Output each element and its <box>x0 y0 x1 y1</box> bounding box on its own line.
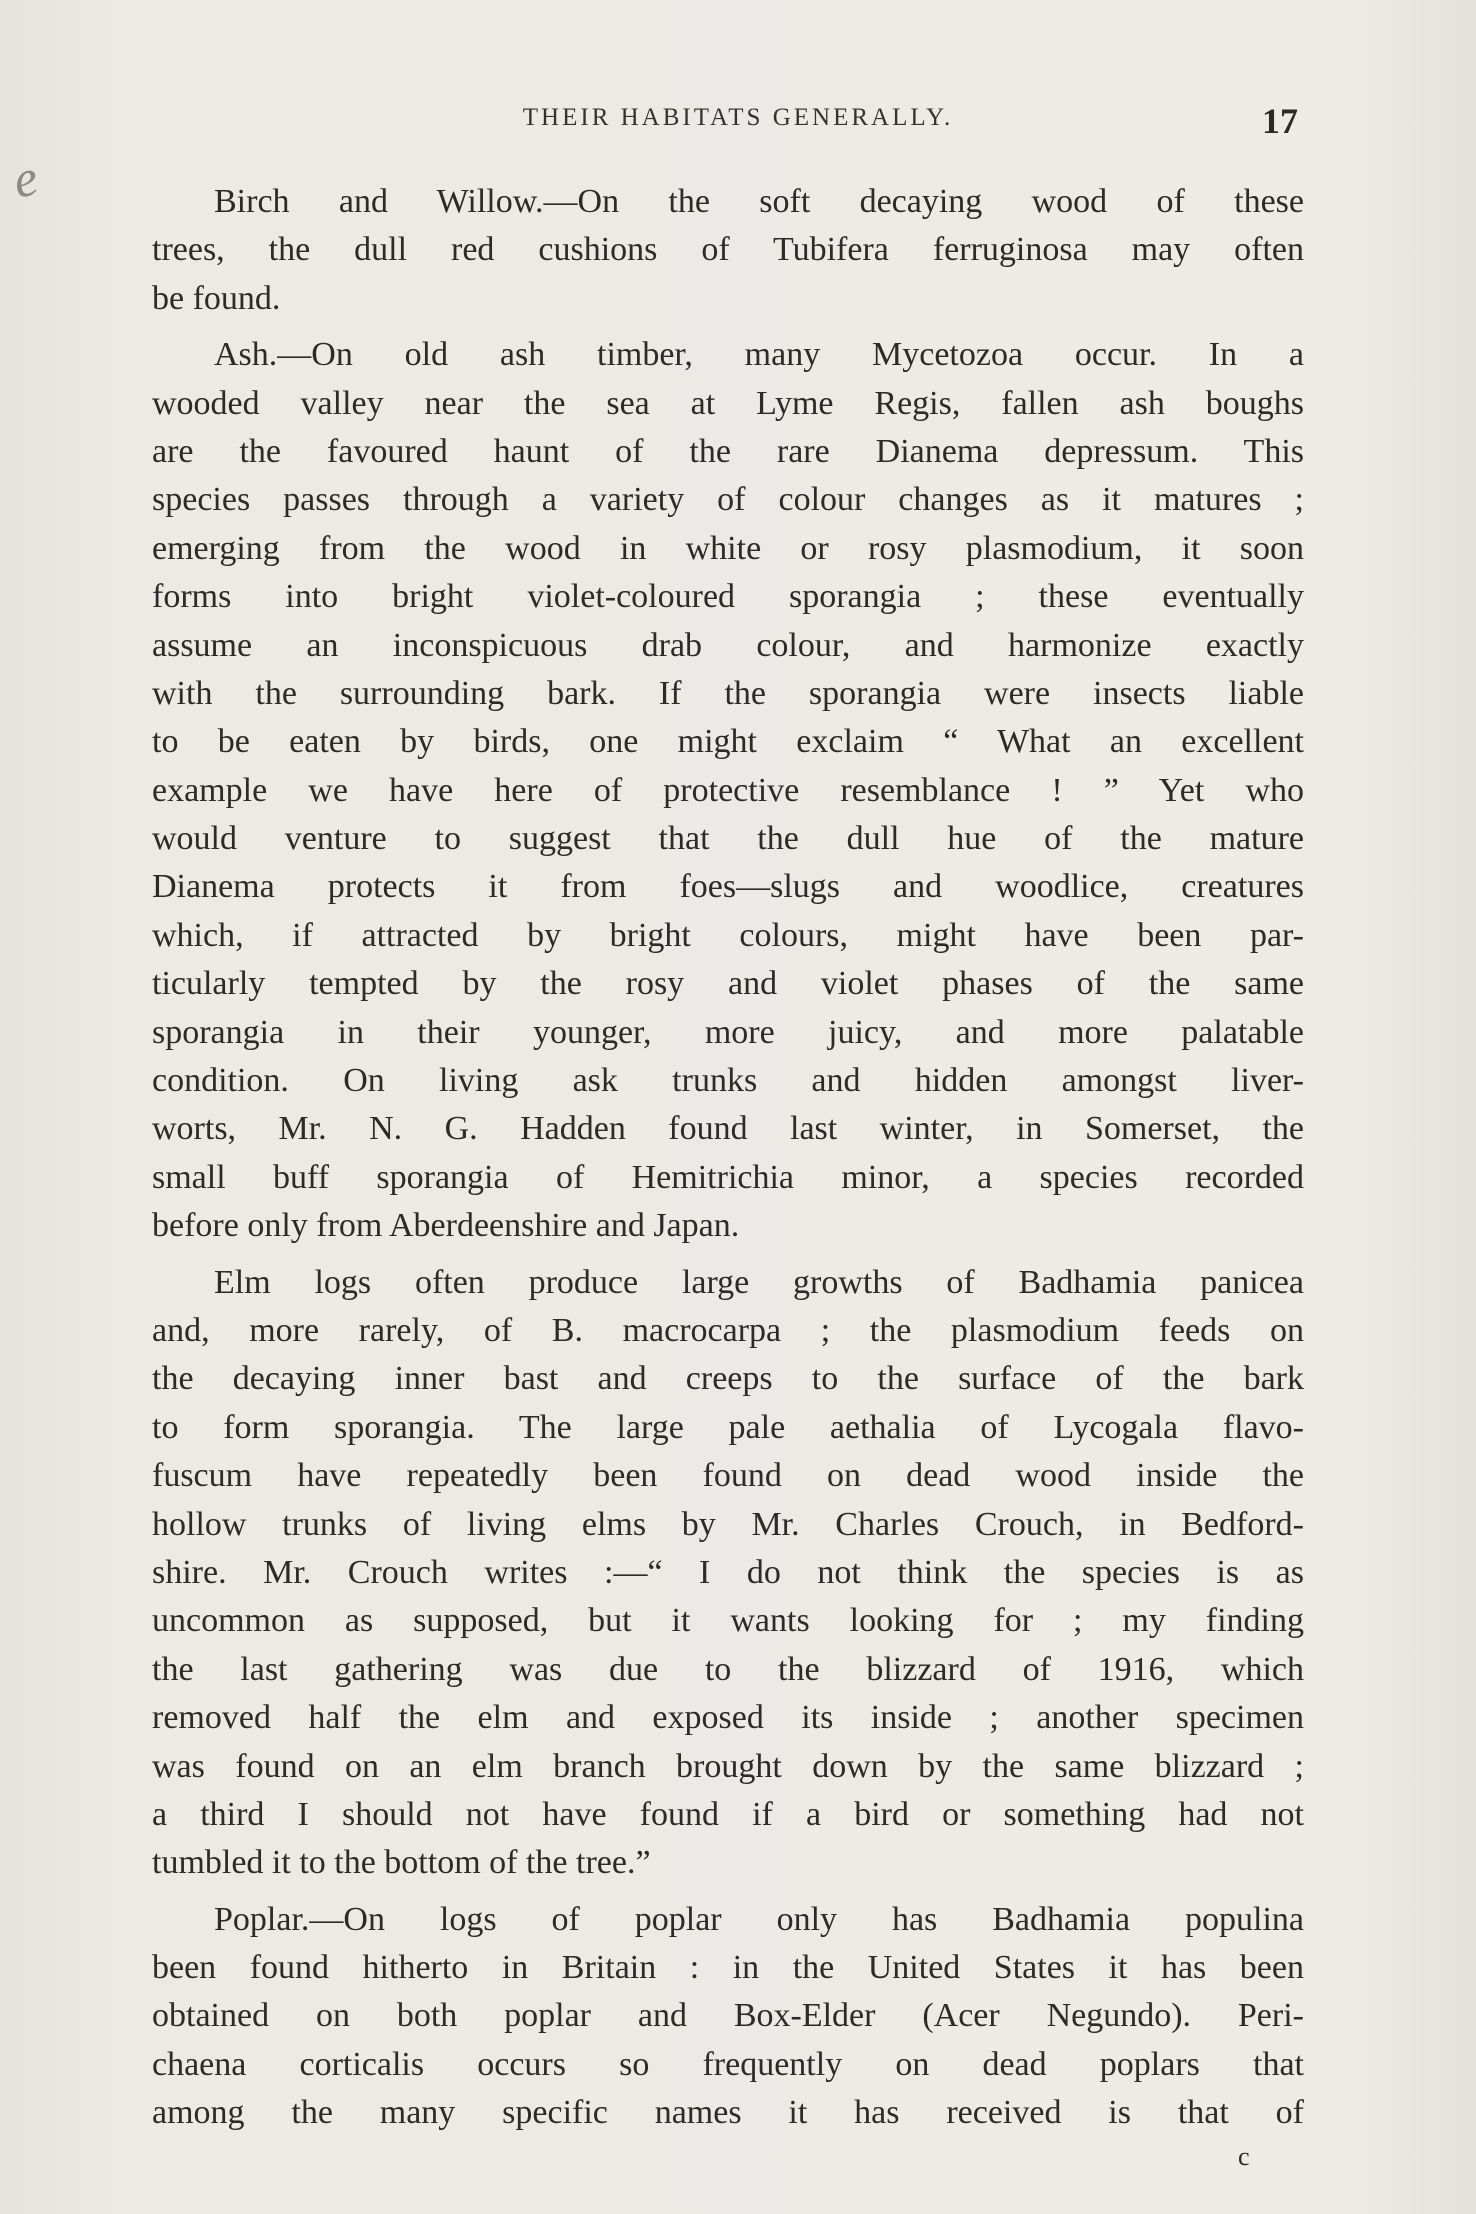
text-line: would venture to suggest that the dull hue of the mature <box>152 820 1304 858</box>
text-line: among the many specific names it has received is that of <box>152 2094 1304 2132</box>
body-text <box>152 178 1304 2138</box>
text-line: with the surrounding bark. If the sporangia were insects liable <box>152 674 1304 712</box>
text-line: are the favoured haunt of the rare Dianema depressum. This <box>152 432 1304 470</box>
text-line: Dianema protects it from foes—slugs and woodlice, creatures <box>152 868 1304 906</box>
text-line: tumbled it to the bottom of the tree.” <box>152 1844 651 1882</box>
running-head <box>0 100 1476 140</box>
text-line: before only from Aberdeenshire and Japan. <box>152 1207 740 1245</box>
text-line: chaena corticalis occurs so frequently on dead poplars that <box>152 2045 1304 2083</box>
text-line: emerging from the wood in white or rosy plasmodium, it soon <box>152 529 1304 567</box>
text-line: and, more rarely, of B. macrocarpa ; the plasmodium feeds on <box>152 1311 1304 1349</box>
text-line: obtained on both poplar and Box-Elder (Acer Negundo). Peri- <box>152 1997 1304 2035</box>
text-line: example we have here of protective resemblance ! ” Yet who <box>152 771 1304 809</box>
text-line: Poplar.—On logs of poplar only has Badhamia populina <box>214 1900 1304 1938</box>
text-line: which, if attracted by bright colours, might have been par- <box>152 916 1304 954</box>
text-line: assume an inconspicuous drab colour, and harmonize exactly <box>152 626 1304 664</box>
text-line: removed half the elm and exposed its inside ; another specimen <box>152 1699 1304 1737</box>
text-line: trees, the dull red cushions of Tubifera ferruginosa may often <box>152 231 1304 269</box>
text-line: sporangia in their younger, more juicy, and more palatable <box>152 1013 1304 1051</box>
text-line: fuscum have repeatedly been found on dead wood inside the <box>152 1457 1304 1495</box>
text-line: Birch and Willow.—On the soft decaying wood of these <box>214 183 1304 220</box>
text-line: forms into bright violet-coloured sporangia ; these eventually <box>152 578 1304 616</box>
text-line: wooded valley near the sea at Lyme Regis, fallen ash boughs <box>152 384 1304 422</box>
text-line: Ash.—On old ash timber, many Mycetozoa occur. In a <box>214 336 1304 374</box>
text-line: condition. On living ask trunks and hidden amongst liver- <box>152 1062 1304 1100</box>
text-line: been found hitherto in Britain : in the United States it has been <box>152 1949 1304 1987</box>
text-line: the last gathering was due to the blizzard of 1916, which <box>152 1650 1304 1688</box>
running-head-title: THEIR HABITATS GENERALLY. <box>522 104 954 131</box>
text-line: ticularly tempted by the rosy and violet phases of the same <box>152 965 1304 1003</box>
text-line: uncommon as supposed, but it wants looking for ; my finding <box>152 1602 1304 1640</box>
text-line: shire. Mr. Crouch writes :—“ I do not think the species is as <box>152 1553 1304 1591</box>
text-line: species passes through a variety of colour changes as it matures ; <box>152 481 1304 519</box>
text-line: be found. <box>152 279 281 317</box>
text-line: a third I should not have found if a bird or something had not <box>152 1795 1304 1833</box>
text-line: was found on an elm branch brought down by the same blizzard ; <box>152 1747 1304 1785</box>
text-line: the decaying inner bast and creeps to the surface of the bark <box>152 1360 1304 1398</box>
text-line: small buff sporangia of Hemitrichia minor, a species recorded <box>152 1158 1304 1196</box>
text-line: to form sporangia. The large pale aethalia of Lycogala flavo- <box>152 1408 1304 1446</box>
text-line: worts, Mr. N. G. Hadden found last winter, in Somerset, the <box>152 1110 1304 1148</box>
text-line: Elm logs often produce large growths of Badhamia panicea <box>214 1263 1304 1301</box>
page-number: 17 <box>1262 101 1298 141</box>
text-line: to be eaten by birds, one might exclaim “ What an excellent <box>152 723 1304 761</box>
margin-pencil-mark: e <box>8 149 43 210</box>
text-line: hollow trunks of living elms by Mr. Charles Crouch, in Bedford- <box>152 1505 1304 1543</box>
signature-mark: c <box>1238 2142 1250 2171</box>
